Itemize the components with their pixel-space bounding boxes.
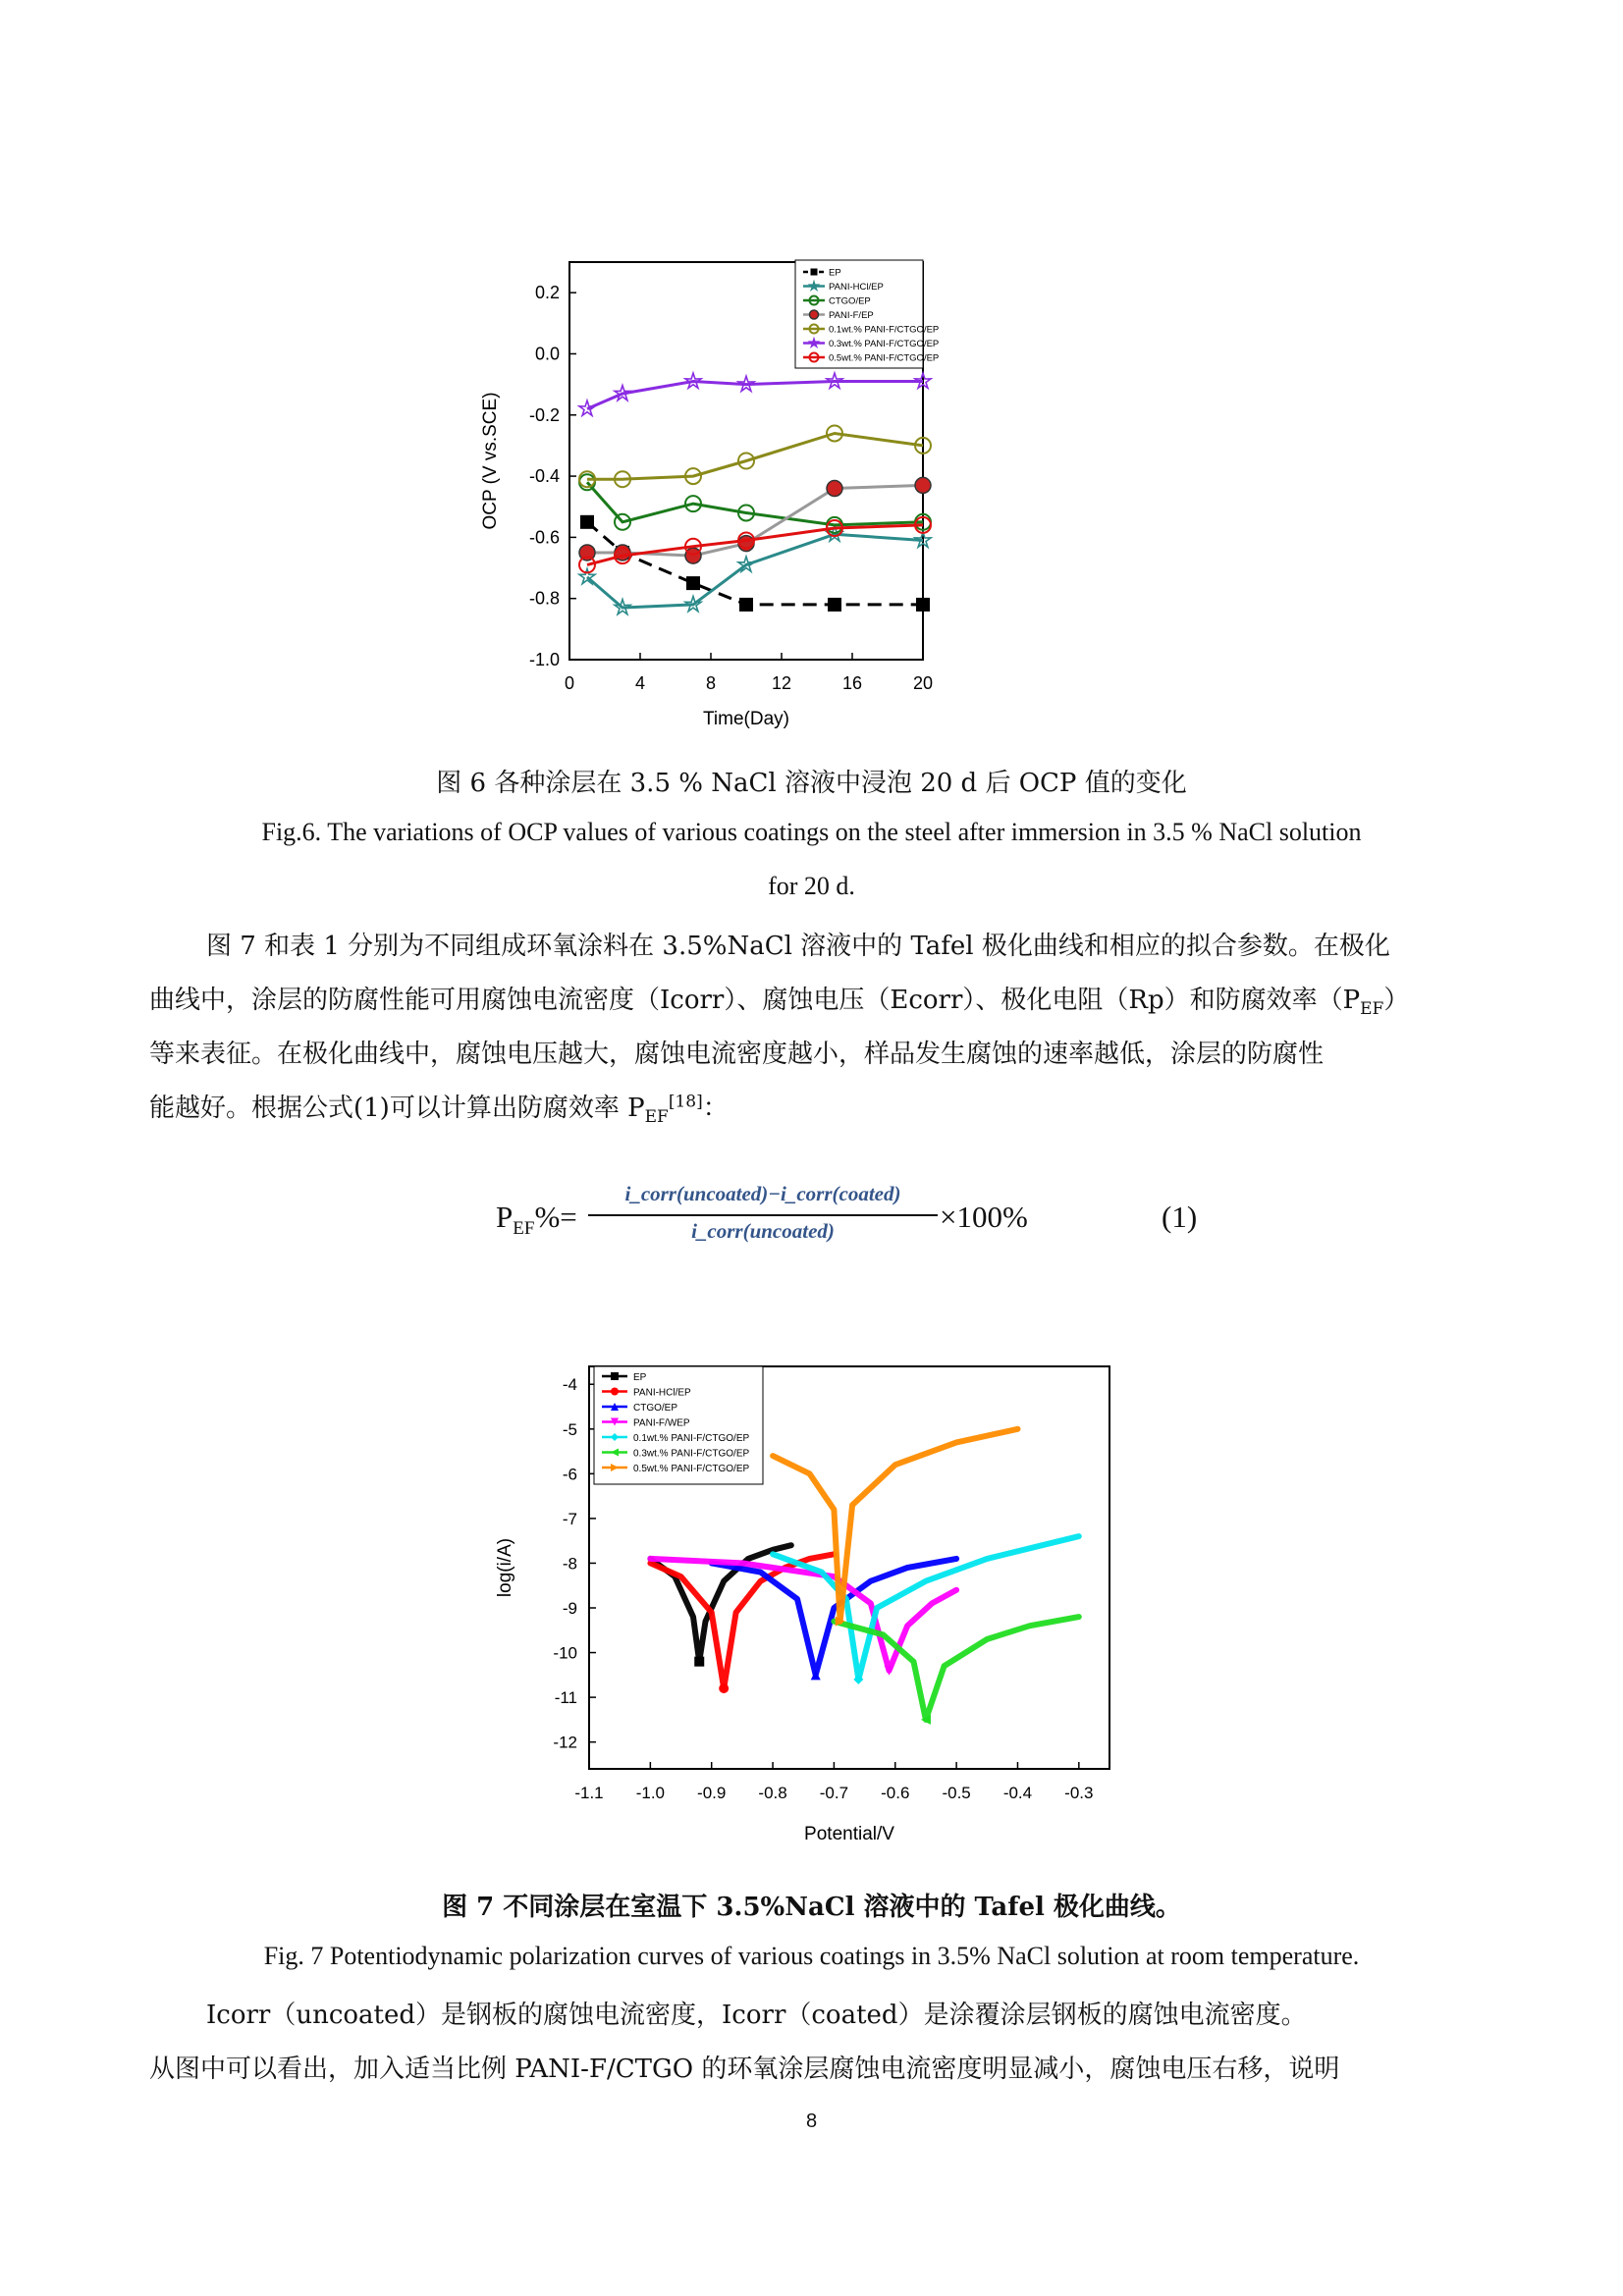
fig7-y-tick-label: -4 [562, 1375, 577, 1395]
fig6-y-tick-label: -0.2 [528, 404, 560, 425]
formula-denominator: i_corr(uncoated) [691, 1219, 835, 1243]
fig7-legend-label: PANI-HCl/EP [633, 1387, 691, 1399]
fig6-legend-label: 0.1wt.% PANI-F/CTGO/EP [829, 324, 940, 336]
fig6-series-line [587, 382, 923, 409]
fig7-y-tick-label: -8 [562, 1554, 577, 1574]
fig6-y-tick-label: -0.8 [528, 588, 560, 609]
paragraph1-line4-text: 能越好。根据公式(1)可以计算出防腐效率 P [149, 1094, 645, 1123]
fig6-data-point [916, 598, 930, 612]
fig7-chart [476, 1355, 1163, 1855]
fig7-legend-marker [611, 1388, 619, 1396]
fig7-x-tick-label: -1.0 [635, 1784, 666, 1802]
fig7-y-axis-label: log(i/A) [495, 1537, 515, 1598]
fig7-series-curve [773, 1429, 1017, 1622]
fig6-data-point [739, 598, 753, 612]
fig6-x-tick-label: 4 [634, 673, 646, 693]
fig6-legend-label: PANI-F/EP [829, 310, 874, 321]
fig7-x-tick-label: -0.3 [1064, 1784, 1094, 1802]
fig7-x-tick-label: -0.6 [881, 1784, 910, 1802]
fig6-caption-cn: 图 6 各种涂层在 3.5 % NaCl 溶液中浸泡 20 d 后 OCP 值的变化 [436, 769, 1187, 798]
fig6-y-tick-label: -1.0 [528, 650, 560, 669]
paragraph1-line4 [149, 1088, 729, 1127]
fig7-x-tick-label: -0.4 [1002, 1784, 1033, 1802]
fig7-legend-label: 0.5wt.% PANI-F/CTGO/EP [633, 1464, 750, 1474]
paragraph1-line2-text: 曲线中，涂层的防腐性能可用腐蚀电流密度（Icorr）、腐蚀电压（Ecorr）、极化电阻（Rp）和防腐效率（P [149, 986, 1361, 1015]
formula-lhs: $P_{EF}\%=$ [496, 1200, 577, 1240]
fig6-x-tick-label: 8 [705, 673, 717, 693]
fig7-data-point [885, 1666, 894, 1676]
fig6-chart [461, 250, 1129, 741]
fig7-legend-label: CTGO/EP [633, 1403, 678, 1414]
formula-numerator: i_corr(uncoated)−i_corr(coated) [624, 1182, 901, 1205]
fig7-y-tick-label: -7 [562, 1509, 577, 1528]
formula-rhs: ×100% [940, 1200, 1028, 1234]
fig6-data-point [686, 576, 700, 590]
formula-fraction-bar [588, 1214, 938, 1216]
fig7-legend-label: PANI-F/WEP [633, 1417, 690, 1429]
fig6-y-tick-label: -0.4 [528, 466, 560, 487]
fig6-series-line [587, 434, 923, 480]
paragraph1-line4-tail: ： [702, 1094, 729, 1123]
fig7-y-tick-label: -11 [554, 1688, 577, 1708]
fig6-series-line [587, 534, 923, 608]
fig6-legend-marker [811, 269, 818, 276]
fig6-data-point [827, 481, 842, 497]
paragraph2-line1: Icorr（uncoated）是钢板的腐蚀电流密度，Icorr（coated）是涂覆涂层钢板的腐蚀电流密度。 [206, 2001, 1307, 2030]
paragraph2-line2: 从图中可以看出，加入适当比例 PANI-F/CTGO 的环氧涂层腐蚀电流密度明显减小，腐蚀电压右移，说明 [149, 2055, 1340, 2084]
fig6-series-line [587, 482, 923, 525]
fig6-x-tick-label: 12 [771, 673, 792, 693]
fig6-legend-label: 0.5wt.% PANI-F/CTGO/EP [829, 352, 940, 364]
formula-number: (1) [1162, 1200, 1198, 1234]
paragraph1-line1: 图 7 和表 1 分别为不同组成环氧涂料在 3.5%NaCl 溶液中的 Tafel 极化曲线和相应的拟合参数。在极化 [206, 932, 1390, 961]
fig7-y-tick-label: -5 [562, 1419, 577, 1439]
fig7-legend-label: 0.3wt.% PANI-F/CTGO/EP [633, 1448, 750, 1460]
fig6-legend-label: PANI-HCl/EP [829, 282, 884, 293]
fig7-legend-marker [611, 1372, 619, 1380]
paragraph1-line2-sub: EF [1360, 999, 1384, 1020]
fig6-y-axis-label: OCP (V vs.SCE) [480, 392, 501, 530]
paragraph1-line2 [149, 980, 1409, 1019]
fig6-legend-label: 0.3wt.% PANI-F/CTGO/EP [829, 339, 940, 349]
paragraph1-line2-tail: ） [1383, 986, 1410, 1015]
fig6-x-tick-label: 20 [912, 673, 934, 693]
fig6-series-line [587, 525, 923, 565]
fig7-x-tick-label: -1.1 [574, 1784, 604, 1802]
fig6-x-tick-label: 0 [564, 673, 575, 693]
fig7-legend-label: 0.1wt.% PANI-F/CTGO/EP [633, 1433, 750, 1444]
fig6-caption-en-1: Fig.6. The variations of OCP values of various coatings on the steel after immersion in 3.5 % NaCl solution [261, 818, 1362, 846]
fig6-data-point [915, 477, 931, 493]
paragraph1-line4-sub: EF [644, 1107, 669, 1128]
fig6-caption-en-2: for 20 d. [768, 872, 855, 900]
fig7-legend-label: EP [633, 1372, 647, 1383]
fig7-x-tick-label: -0.7 [819, 1784, 849, 1802]
fig7-y-tick-label: -6 [562, 1465, 577, 1484]
fig6-legend-marker [810, 310, 819, 319]
fig6-x-axis-label: Time(Day) [703, 709, 789, 729]
fig7-caption-en: Fig. 7 Potentiodynamic polarization curves of various coatings in 3.5% NaCl solution at room temperature. [263, 1942, 1360, 1970]
fig7-series-curve [834, 1617, 1078, 1720]
fig7-x-tick-label: -0.5 [942, 1784, 971, 1802]
fig6-y-tick-label: -0.6 [528, 527, 560, 548]
fig7-y-tick-label: -10 [553, 1643, 577, 1663]
paragraph1-line3: 等来表征。在极化曲线中，腐蚀电压越大，腐蚀电流密度越小，样品发生腐蚀的速率越低，涂层的防腐性 [149, 1040, 1325, 1069]
citation-ref: [18] [668, 1092, 703, 1112]
formula-1 [496, 1178, 1046, 1256]
fig7-caption-cn: 图 7 不同涂层在室温下 3.5%NaCl 溶液中的 Tafel 极化曲线。 [442, 1893, 1181, 1922]
fig7-data-point [694, 1657, 704, 1667]
page-number: 8 [805, 2110, 818, 2132]
fig6-y-tick-label: 0.2 [534, 283, 560, 303]
fig6-data-point [685, 548, 701, 563]
fig6-data-point [828, 598, 841, 612]
fig7-y-tick-label: -9 [562, 1599, 577, 1618]
fig6-x-tick-label: 16 [841, 673, 863, 693]
fig6-legend-label: EP [829, 267, 841, 279]
fig7-data-point [719, 1683, 729, 1693]
fig6-legend-label: CTGO/EP [829, 295, 871, 307]
fig7-x-tick-label: -0.9 [697, 1784, 727, 1802]
fig6-series-line [587, 485, 923, 556]
fig7-x-axis-label: Potential/V [804, 1824, 894, 1844]
fig6-y-tick-label: 0.0 [534, 344, 560, 364]
fig7-y-tick-label: -12 [553, 1733, 577, 1752]
fig6-data-point [580, 515, 594, 529]
fig7-x-tick-label: -0.8 [758, 1784, 787, 1802]
